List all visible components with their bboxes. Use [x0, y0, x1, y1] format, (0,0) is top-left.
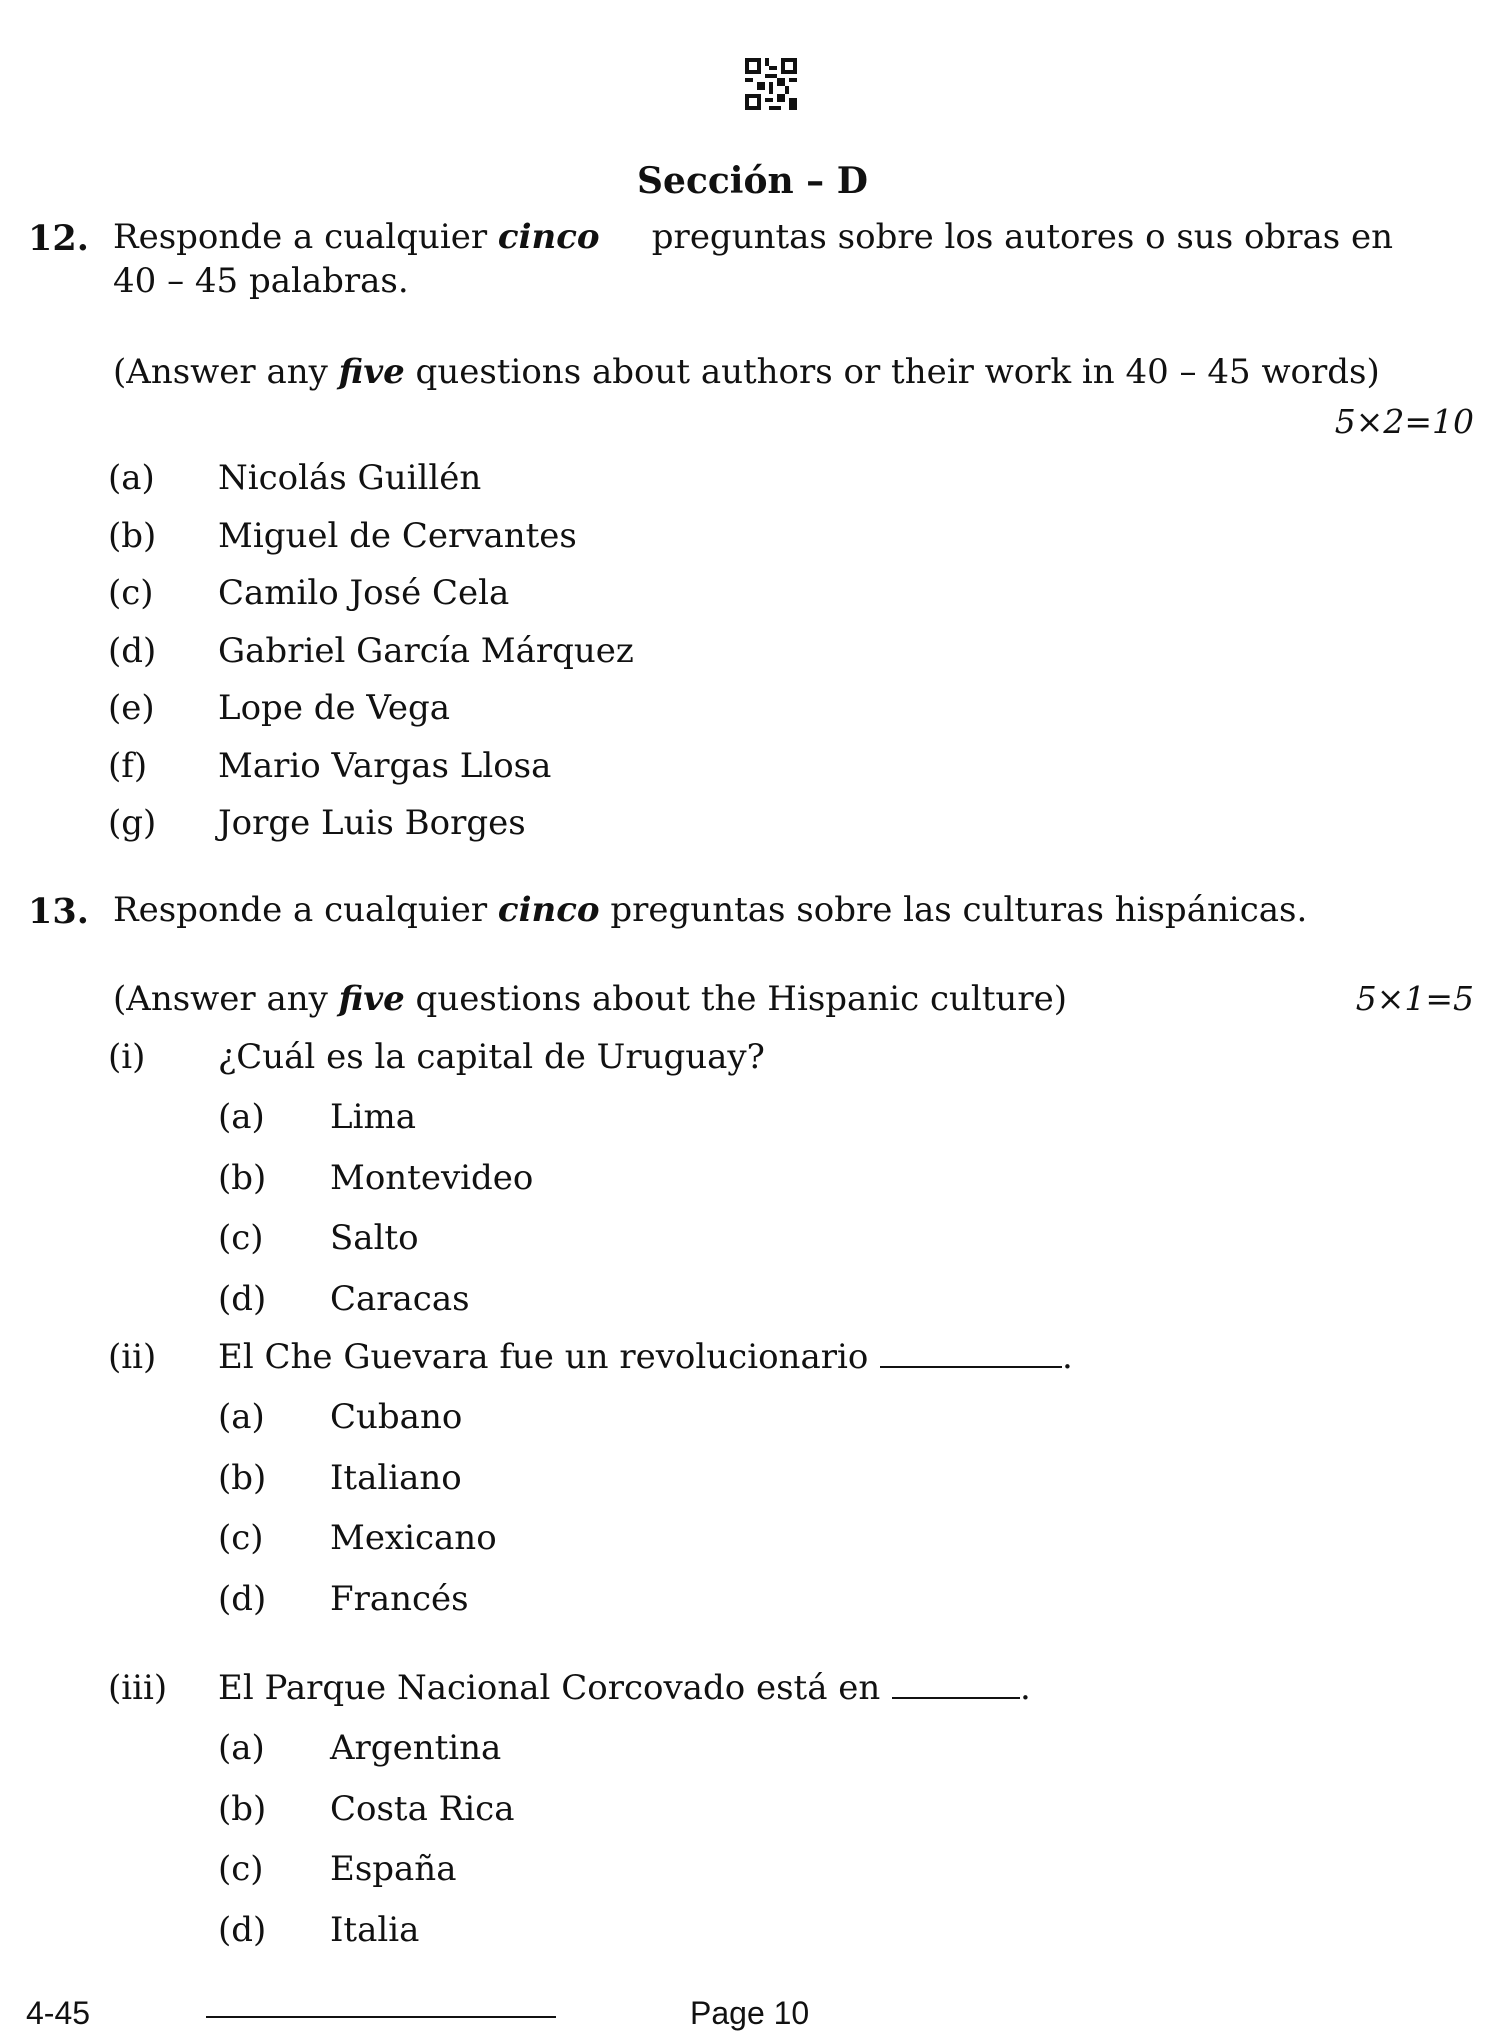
question-13-number: 13. — [28, 891, 89, 932]
option-label: (d) — [218, 1578, 267, 1619]
footer-page-number: Page 10 — [690, 1995, 810, 2031]
option-text: Argentina — [330, 1728, 502, 1768]
answer-blank-line — [892, 1691, 1020, 1699]
question-12-marks: 5×2=10 — [1334, 402, 1474, 441]
answer-blank-line — [880, 1360, 1062, 1368]
option-label: (b) — [218, 1157, 267, 1198]
item-label: (g) — [108, 803, 157, 843]
fill-in-blank — [892, 1668, 1031, 1708]
option-label: (d) — [218, 1278, 267, 1319]
option-text: Caracas — [330, 1278, 470, 1319]
footer-code: 4-45 — [26, 1995, 91, 2031]
subquestion-label: (i) — [108, 1037, 146, 1077]
author-name: Jorge Luis Borges — [218, 803, 526, 843]
blank-suffix: . — [1020, 1668, 1031, 1708]
subquestion-text: ¿Cuál es la capital de Uruguay? — [218, 1037, 765, 1077]
item-label: (d) — [108, 630, 157, 671]
item-label: (a) — [108, 458, 155, 498]
option-label: (b) — [218, 1788, 267, 1829]
option-text: Costa Rica — [330, 1788, 515, 1829]
option-label: (a) — [218, 1728, 265, 1768]
option-label: (c) — [218, 1518, 264, 1558]
option-label: (b) — [218, 1457, 267, 1498]
option-text: España — [330, 1849, 457, 1889]
footer-divider — [206, 2016, 556, 2018]
option-text: Mexicano — [330, 1518, 497, 1558]
subquestion-label: (iii) — [108, 1668, 168, 1708]
subquestion-text: El Che Guevara fue un revolucionario — [218, 1337, 869, 1377]
question-12-number: 12. — [28, 218, 89, 259]
option-text: Salto — [330, 1218, 419, 1258]
option-label: (a) — [218, 1397, 265, 1437]
section-title: Sección – D — [637, 160, 868, 202]
qr-code-icon — [745, 58, 797, 110]
fill-in-blank — [880, 1337, 1073, 1377]
blank-suffix: . — [1062, 1337, 1073, 1377]
question-12-english: (Answer any five questions about authors or their work in 40 – 45 words) — [113, 352, 1380, 392]
author-name: Nicolás Guillén — [218, 458, 482, 498]
item-label: (b) — [108, 515, 157, 556]
item-label: (e) — [108, 688, 155, 728]
subquestion-label: (ii) — [108, 1337, 157, 1377]
option-text: Francés — [330, 1578, 469, 1619]
question-13-english: (Answer any five questions about the Hispanic culture) — [113, 979, 1067, 1019]
option-text: Montevideo — [330, 1157, 534, 1198]
option-text: Cubano — [330, 1397, 463, 1437]
option-label: (c) — [218, 1849, 264, 1889]
option-label: (d) — [218, 1909, 267, 1950]
option-text: Italiano — [330, 1457, 462, 1498]
option-text: Italia — [330, 1909, 420, 1950]
author-name: Mario Vargas Llosa — [218, 745, 552, 786]
option-text: Lima — [330, 1097, 416, 1137]
author-name: Camilo José Cela — [218, 573, 510, 613]
question-13-marks: 5×1=5 — [1355, 979, 1474, 1018]
question-12-text: Responde a cualquier cinco preguntas sobre los autores o sus obras en 40 – 45 palabras. — [113, 217, 1393, 301]
author-name: Gabriel García Márquez — [218, 630, 634, 671]
item-label: (f) — [108, 745, 148, 786]
option-label: (c) — [218, 1218, 264, 1258]
subquestion-text: El Parque Nacional Corcovado está en — [218, 1668, 881, 1708]
item-label: (c) — [108, 573, 154, 613]
option-label: (a) — [218, 1097, 265, 1137]
author-name: Lope de Vega — [218, 688, 451, 728]
author-name: Miguel de Cervantes — [218, 515, 577, 556]
question-13-text: Responde a cualquier cinco preguntas sobre las culturas hispánicas. — [113, 890, 1308, 930]
